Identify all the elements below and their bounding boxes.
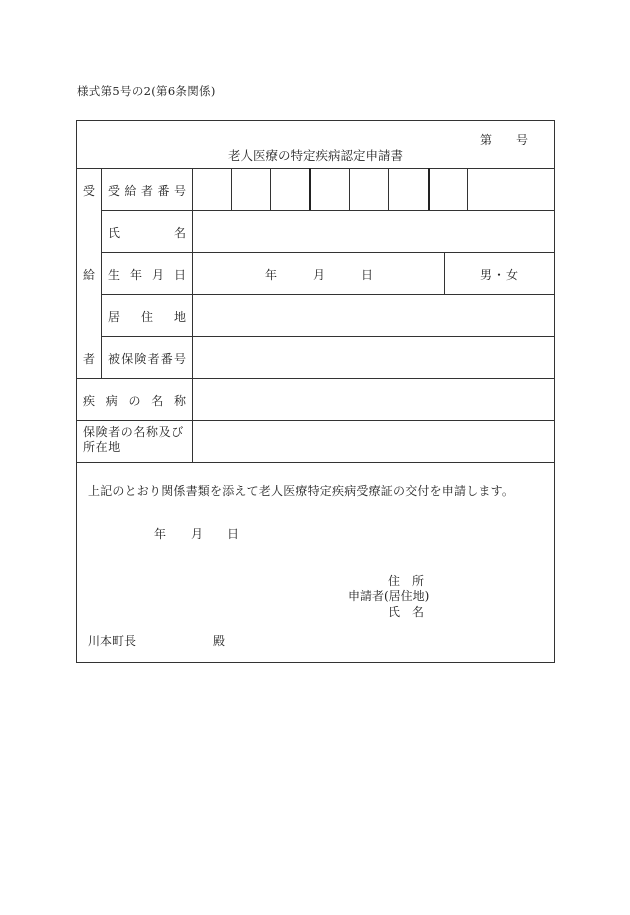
rule-under-name — [101, 252, 554, 253]
residence-field[interactable] — [193, 295, 554, 336]
recipient-id-field[interactable] — [193, 169, 467, 210]
id-digit-divider — [467, 168, 468, 210]
recipient-id-label: 受 給 者 番 号 — [108, 184, 186, 198]
addressee-office: 川本町長 — [88, 634, 137, 648]
residence-label: 居 住 地 — [108, 310, 186, 324]
birth-date-label: 生 年 月 日 — [108, 268, 186, 282]
insurer-field[interactable] — [193, 421, 554, 462]
application-form — [76, 120, 555, 663]
date-day-unit: 日 — [227, 527, 240, 541]
rule-under-insurer — [77, 462, 554, 463]
name-label: 氏 名 — [108, 226, 186, 240]
application-statement: 上記のとおり関係書類を添えて老人医療特定疾病受療証の交付を申請します。 — [88, 484, 515, 498]
addressee-honorific: 殿 — [213, 634, 226, 648]
birth-year-unit: 年 — [265, 268, 278, 282]
insurer-name-address-label: 保険者の名称及び所在地 — [83, 425, 184, 454]
recipient-group-char-3: 者 — [83, 352, 96, 366]
applicant-address-label: 住 所 — [388, 574, 425, 588]
recipient-group-char-2: 給 — [83, 268, 96, 282]
sex-selector[interactable]: 男・女 — [479, 268, 519, 282]
date-month-unit: 月 — [191, 527, 204, 541]
disease-name-field[interactable] — [193, 379, 554, 420]
form-reference: 様式第5号の2(第6条関係) — [77, 84, 216, 98]
applicant-label: 申請者(居住地) — [348, 589, 430, 603]
applicant-name-label: 氏 名 — [388, 605, 425, 619]
recipient-group-char-1: 受 — [83, 184, 96, 198]
birth-day-unit: 日 — [361, 268, 374, 282]
disease-name-label: 疾 病 の 名 称 — [83, 394, 186, 408]
insured-number-label: 被 保 険 者 番 号 — [108, 352, 186, 366]
name-field[interactable] — [193, 211, 554, 252]
insured-number-field[interactable] — [193, 337, 554, 378]
form-title: 老人医療の特定疾病認定申請書 — [227, 148, 403, 163]
form-number-label: 第 号 — [480, 133, 529, 147]
rule-group-column — [101, 168, 102, 378]
date-year-unit: 年 — [154, 527, 167, 541]
birth-month-unit: 月 — [313, 268, 326, 282]
